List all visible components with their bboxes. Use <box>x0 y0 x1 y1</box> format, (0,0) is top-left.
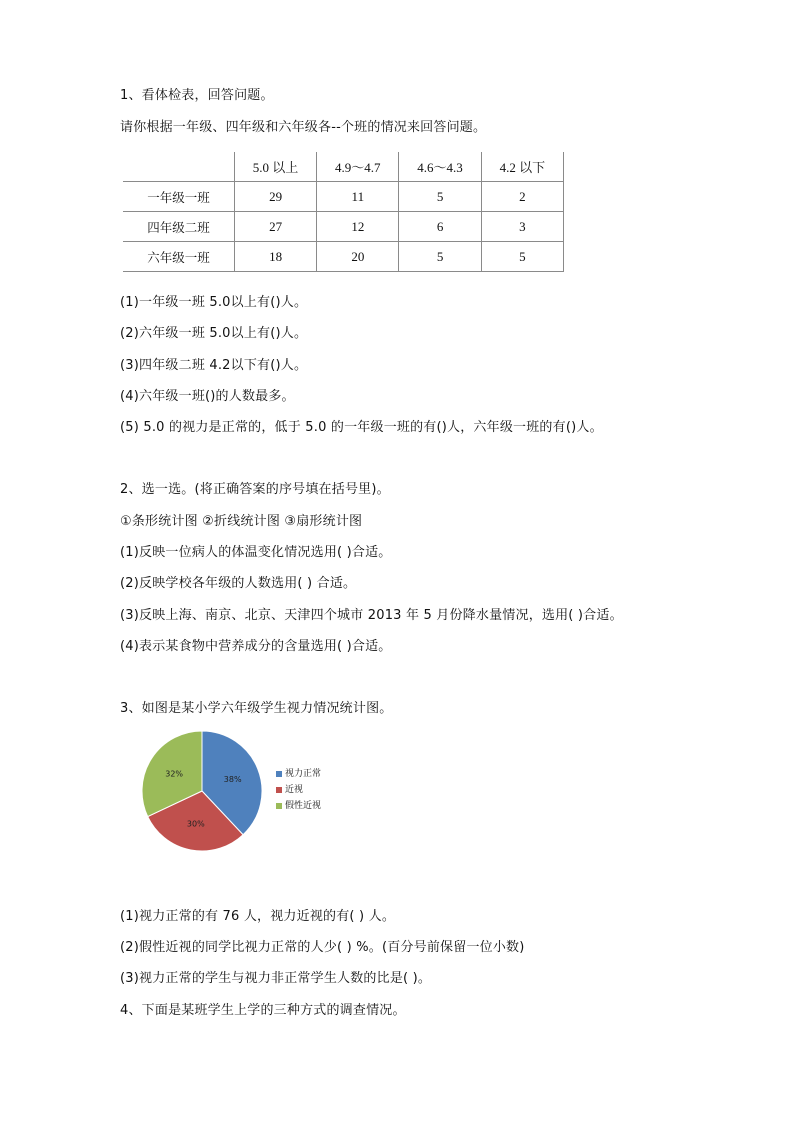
table-cell: 5 <box>481 242 563 272</box>
pie-slice-label: 30% <box>186 819 205 829</box>
question-1-item: (4)六年级一班()的人数最多。 <box>120 389 295 404</box>
question-3-item: (3)视力正常的学生与视力非正常学生人数的比是( )。 <box>120 971 432 986</box>
table-cell: 27 <box>234 212 316 242</box>
question-1-instruction: 请你根据一年级、四年级和六年级各--个班的情况来回答问题。 <box>120 120 487 135</box>
table-row <box>123 182 564 212</box>
vision-table <box>123 152 564 272</box>
legend-item <box>276 798 321 814</box>
question-3-title: 3、如图是某小学六年级学生视力情况统计图。 <box>120 701 393 716</box>
table-header-cell: 4.6～4.3 <box>399 152 481 182</box>
table-header-cell: 4.9～4.7 <box>317 152 399 182</box>
legend-label: 假性近视 <box>285 801 322 811</box>
question-2-title: 2、选一选。(将正确答案的序号填在括号里)。 <box>120 482 390 497</box>
legend-swatch <box>276 771 282 777</box>
question-2-item: (1)反映一位病人的体温变化情况选用( )合适。 <box>120 545 392 560</box>
question-1-item: (5) 5.0 的视力是正常的，低于 5.0 的一年级一班的有()人，六年级一班的有()人。 <box>120 420 603 435</box>
table-cell: 12 <box>317 212 399 242</box>
question-3-item: (2)假性近视的同学比视力正常的人少( ) %。(百分号前保留一位小数) <box>120 940 525 955</box>
question-2-item: (4)表示某食物中营养成分的含量选用( )合适。 <box>120 639 392 654</box>
question-2-options: ①条形统计图 ②折线统计图 ③扇形统计图 <box>120 514 363 529</box>
table-cell: 20 <box>317 242 399 272</box>
legend-item <box>276 766 321 782</box>
question-1-item: (2)六年级一班 5.0以上有()人。 <box>120 326 308 341</box>
table-cell: 2 <box>481 182 563 212</box>
table-row-label: 一年级一班 <box>123 182 234 212</box>
pie-slice-label: 32% <box>165 769 184 779</box>
table-header-cell: 4.2 以下 <box>481 152 563 182</box>
table-row-label: 四年级二班 <box>123 212 234 242</box>
table-row <box>123 242 564 272</box>
legend-swatch <box>276 787 282 793</box>
question-1-item: (3)四年级二班 4.2以下有()人。 <box>120 358 308 373</box>
question-3-item: (1)视力正常的有 76 人，视力近视的有( ) 人。 <box>120 909 396 924</box>
pie-slice-label: 38% <box>223 774 242 784</box>
table-cell: 29 <box>234 182 316 212</box>
table-row-label: 六年级一班 <box>123 242 234 272</box>
legend-swatch <box>276 803 282 809</box>
chart-legend <box>276 766 321 814</box>
question-1-item: (1)一年级一班 5.0以上有()人。 <box>120 295 308 310</box>
table-cell: 18 <box>234 242 316 272</box>
question-2-item: (3)反映上海、南京、北京、天津四个城市 2013 年 5 月份降水量情况，选用( )合适。 <box>120 608 623 623</box>
table-cell: 11 <box>317 182 399 212</box>
table-row <box>123 212 564 242</box>
table-cell: 3 <box>481 212 563 242</box>
legend-label: 近视 <box>285 785 304 795</box>
table-cell: 5 <box>399 242 481 272</box>
table-cell: 6 <box>399 212 481 242</box>
table-cell: 5 <box>399 182 481 212</box>
table-header-cell <box>123 152 234 182</box>
legend-label: 视力正常 <box>285 769 322 779</box>
legend-item <box>276 782 321 798</box>
table-header-row <box>123 152 564 182</box>
question-4-title: 4、下面是某班学生上学的三种方式的调查情况。 <box>120 1003 406 1018</box>
question-1-title: 1、看体检表，回答问题。 <box>120 88 274 103</box>
table-header-cell: 5.0 以上 <box>234 152 316 182</box>
question-2-item: (2)反映学校各年级的人数选用( ) 合适。 <box>120 576 357 591</box>
